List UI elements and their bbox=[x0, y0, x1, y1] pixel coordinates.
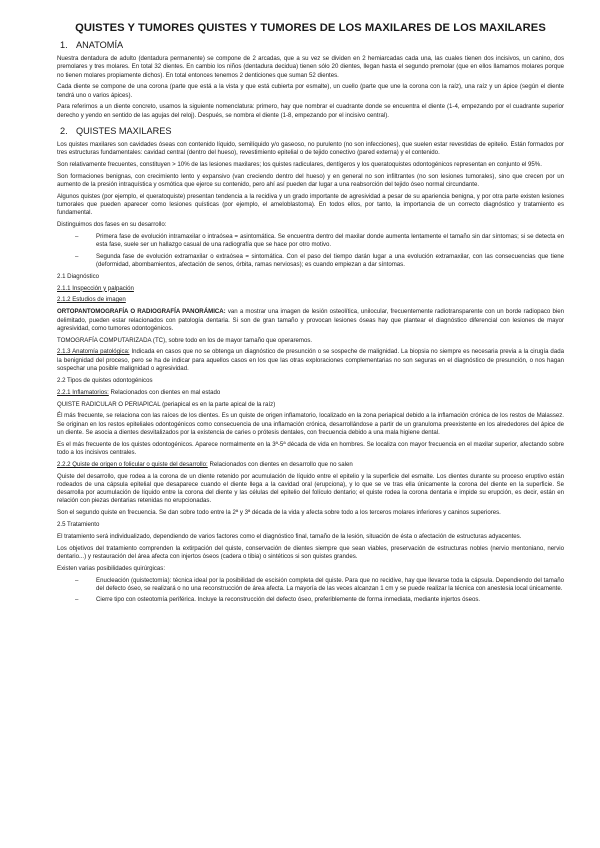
paragraph: Son relativamente frecuentes, constituyen > 10% de las lesiones maxilares; los quistes radiculares, dentígeros y los queratoquistes odontogénicos representan en conjunto el 95%. bbox=[57, 161, 542, 169]
term-label: 2.1.3 Anatomía patológica: bbox=[57, 348, 130, 356]
section-title: ANATOMÍA bbox=[76, 40, 124, 50]
phase-list bbox=[57, 233, 564, 269]
paragraph: Él más frecuente, se relaciona con las raíces de los dientes. Es un quiste de origen inflamatorio, localizado en la zona periapical debido a la inflamación crónica de los restos de Malassez. Se originan en los restos epiteliales odontogénicos como consecuencia de una inflamación crónica, desarrollándose a partir de un granuloma preexistente en los alrededores del ápice de un diente. Se asocia a dientes desvitalizados por la existencia de caries o prótesis dentales, con frecuencia debido a una mala higiene dental. bbox=[57, 412, 564, 436]
section-heading-quistes bbox=[57, 126, 564, 137]
section-title: QUISTES MAXILARES bbox=[76, 125, 172, 136]
list-item: – Segunda fase de evolución extramaxilar o extraósea = sintomática. Con el paso del tiempo darán lugar a una evolución extramaxilar, con las consecuencias que tiene (deformidad, abombamientos, afectación de senos, órbita, ramas nerviosas); es cuando empiezan a dar síntomas. bbox=[75, 253, 564, 270]
treatment-list bbox=[57, 577, 564, 605]
paragraph-anatomia-patologica: 2.1.3 Anatomía patológica: Indicada en casos que no se obtenga un diagnóstico de presunción o se sospeche de malignidad. La biopsia no siempre es necesaria previa a la cirugía dada la benignidad del proceso, pero se ha de indicar para aquellos casos en los que las otras exploraciones complementarias no son seguras en el diagnóstico de presunción, o nos hagan sospechar una posible malignidad o agresividad. bbox=[57, 348, 564, 372]
paragraph: Los quistes maxilares son cavidades óseas con contenido líquido, semilíquido y/o gaseoso, no purulento (no son infecciones), que suelen estar revestidas de epitelio. Están formados por tres estructuras fundamentales: cavidad central (dentro del hueso), revestimiento epitelial o de tejido conectivo (pared externa) y el contenido. bbox=[57, 140, 564, 157]
paragraph: Quiste del desarrollo, que rodea a la corona de un diente retenido por acumulación de líquido entre el epitelio y la superficie del esmalte. Los dientes durante su proceso eruptivo están rodeados de una cápsula epitelial que desaparece cuando el diente llega a la cavidad oral (erupciona), y lo que se ve tras ella únicamente la corona del diente en la superficie. Se desarrolla por acumulación de líquido entre la corona del diente y las células del epitelio del folículo dentario; el quiste rodea la corona dentaria e impide su erupción, es decir, están en relación con piezas dentarias retenidas no erupcionadas. bbox=[57, 472, 564, 505]
term-label: 2.2.1 Inflamatorios: bbox=[57, 388, 109, 396]
paragraph: Existen varias posibilidades quirúrgicas: bbox=[57, 564, 166, 572]
list-item: – Enucleación (quistectomía): técnica ideal por la posibilidad de escisión completa del quiste. Para que no recidive, hay que llevarse toda la cápsula. Dependiendo del tamaño del defecto óseo, se realizará o no una reconstrucción de área afecta. La mayoría de las veces alcanzan 1 cm y se puede realizar la técnica con anestesia local únicamente. bbox=[75, 577, 564, 594]
paragraph: Distinguimos dos fases en su desarrollo: bbox=[57, 221, 167, 229]
paragraph: Es el más frecuente de los quistes odontogénicos. Aparece normalmente en la 3ª-5ª década de vida en hombres. Se localiza con mayor frecuencia en el maxilar superior, afectando sobre todo a los incisivos centrales. bbox=[57, 440, 564, 456]
paragraph-ortopantomografia: ORTOPANTOMOGRAFÍA O RADIOGRAFÍA PANORÁMICA: van a mostrar una imagen de lesión osteolítica, unilocular, frecuentemente radiotransparente con un borde radiopaco bien delimitado, pueden estar relacionados con patología dentaria. Si son de gran tamaño y provocan lesiones óseas hay que plantear el diagnóstico diferencial con lesiones de mayor agresividad, como tumores odontogénicos. bbox=[57, 308, 564, 332]
paragraph: El tratamiento será individualizado, dependiendo de varios factores como el diagnóstico final, tamaño de la lesión, situación de ésta o afectación de estructuras adyacentes. bbox=[57, 532, 522, 540]
subheading-radicular: QUISTE RADICULAR O PERIAPICAL (periapical es en la parte apical de la raíz) bbox=[57, 400, 276, 408]
subsection-imagen: 2.1.2 Estudios de imagen bbox=[57, 296, 126, 304]
paragraph: Los objetivos del tratamiento comprenden la extirpación del quiste, conservación de dientes siempre que sean viables, preservación de estructuras nobles (nervio mentoniano, nervio dentario...) y restauración del área afecta con injertos óseos (cadera o tibia) o sintéticos si son quistes grandes. bbox=[57, 544, 564, 560]
subsection-inspeccion: 2.1.1 Inspección y palpación bbox=[57, 284, 134, 292]
document-title: QUISTES Y TUMORES QUISTES Y TUMORES DE LOS MAXILARES DE LOS MAXILARES bbox=[75, 22, 546, 34]
paragraph-inflamatorios: 2.2.1 Inflamatorios: Relacionados con dientes en mal estado bbox=[57, 388, 221, 396]
list-item: – Cierre tipo con osteotomía periférica. Incluye la reconstrucción del defecto óseo, preferiblemente de forma inmediata, mediante injertos óseos. bbox=[75, 596, 564, 604]
paragraph: Algunos quistes (por ejemplo, el queratoquiste) presentan tendencia a la recidiva y un grado importante de agresividad a pesar de su apariencia benigna, y por otra parte existen lesiones tumorales que pueden aparecer como lesiones quísticas (por ejemplo, el ameloblastoma). En todos ellos, por tanto, la importancia de un correcto diagnóstico y tratamiento es fundamental. bbox=[57, 192, 564, 217]
section-number: 2. bbox=[60, 125, 68, 136]
term-label: 2.2.2 Quiste de origen o folicular o quiste del desarrollo: bbox=[57, 460, 208, 468]
paragraph: Son formaciones benignas, con crecimiento lento y expansivo (van creciendo dentro del hueso) y en general no son infiltrantes (no son lesiones tumorales), sino que crecen por un aumento de la presión intraquística y osmótica que ejerce su contenido, pero ahí así pueden dar lugar a una reabsorción del tejido óseo normal circundante. bbox=[57, 172, 564, 189]
subsection-tipos: 2.2 Tipos de quistes odontogénicos bbox=[57, 376, 153, 384]
paragraph: Cada diente se compone de una corona (parte que está a la vista y que está cubierta por esmalte), un cuello (parte que une la corona con la raíz), una raíz y un ápice (según el diente tendrá uno o varios ápices). bbox=[57, 83, 564, 99]
subsection-tratamiento: 2.5 Tratamiento bbox=[57, 521, 100, 529]
paragraph-desarrollo: 2.2.2 Quiste de origen o folicular o quiste del desarrollo: Relacionados con dientes en desarrollo que no salen bbox=[57, 460, 353, 468]
list-item: – Primera fase de evolución intramaxilar o intraósea = asintomática. Se encuentra dentro del maxilar donde aumenta lentamente el tamaño sin dar síntomas; si se detecta en esta fase, suele ser un hallazgo casual de una radiografía que se hace por otro motivo. bbox=[75, 233, 564, 250]
paragraph: Son el segundo quiste en frecuencia. Se dan sobre todo entre la 2ª y 3ª década de la vida y afecta sobre todo a los terceros molares inferiores y caninos superiores. bbox=[57, 509, 501, 517]
paragraph: Nuestra dentadura de adulto (dentadura permanente) se compone de 2 arcadas, que a su vez se dividen en 2 hemiarcadas cada una, las cuales tienen dos incisivos, un canino, dos premolares y tres molares. En total 32 dientes. En cambio los niños (dentadura decidua) tienen sólo 20 dientes, llegan hasta el segundo premolar (que en ellos llamamos molares porque no tienen molares propiamente dichos). En total entonces tenemos 2 denticiones que suman 52 dientes. bbox=[57, 55, 564, 79]
term-label: ORTOPANTOMOGRAFÍA O RADIOGRAFÍA PANORÁMICA: bbox=[57, 308, 226, 316]
section-number: 1. bbox=[60, 40, 68, 50]
paragraph: TOMOGRAFÍA COMPUTARIZADA (TC), sobre todo en los de mayor tamaño que operaremos. bbox=[57, 336, 313, 344]
subsection-diagnostico: 2.1 Diagnóstico bbox=[57, 272, 100, 280]
paragraph: Para referirnos a un diente concreto, usamos la siguiente nomenclatura: primero, hay que nombrar el cuadrante donde se encuentra el diente (1-4, empezando por el cuadrante superior derecho y yendo en sentido de las agujas del reloj). Después, se nombra el diente (1-8, empezando por el incisivo central). bbox=[57, 103, 564, 119]
section-heading-anatomia bbox=[57, 40, 564, 51]
